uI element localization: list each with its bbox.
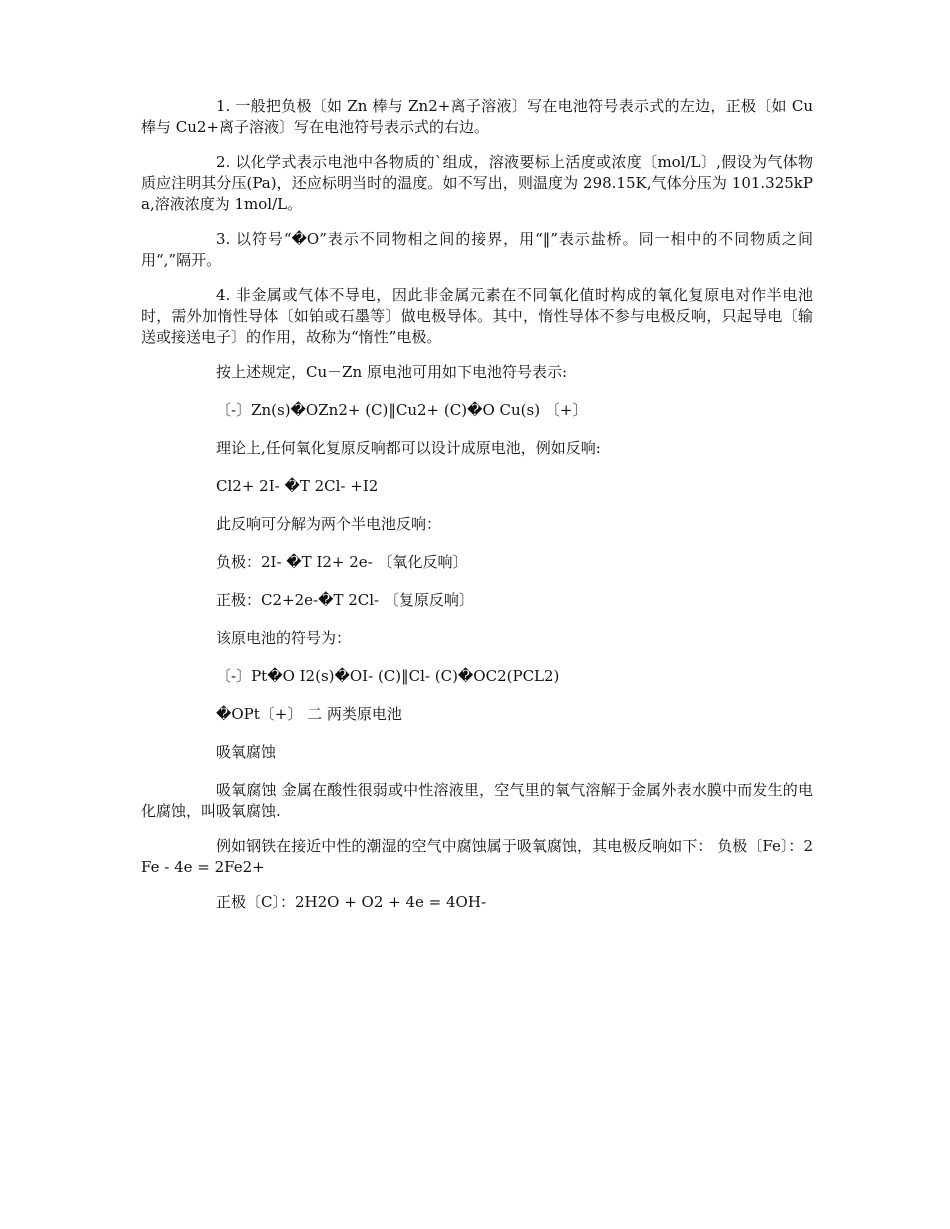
- document-body: [141, 96, 813, 930]
- redox-reaction-equation: Cl2+ 2I- �T 2Cl- +I2: [216, 477, 379, 495]
- positive-electrode-reaction: 正极：C2+2e-�T 2Cl- 〔复原反响〕: [216, 591, 474, 609]
- rule-2-paragraph: 2. 以化学式表示电池中各物质的`组成，溶液要标上活度或浓度〔mol/L〕,假设为气体物质应注明其分压(Pa)，还应标明当时的温度。如不写出，则温度为 298.15K,气体分压为 101.325kPa,溶液浓度为 1mol/L。: [141, 153, 813, 213]
- cu-zn-intro-paragraph: 按上述规定，Cu－Zn 原电池可用如下电池符号表示:: [216, 363, 568, 381]
- oxygen-corrosion-heading: 吸氧腐蚀: [216, 743, 277, 761]
- rule-4-paragraph: 4. 非金属或气体不导电，因此非金属元素在不同氧化值时构成的氧化复原电对作半电池时，需外加惰性导体〔如铂或石墨等〕做电极导体。其中，惰性导体不参与电极反响，只起导电〔输送或接送电子〕的作用，故称为“惰性”电极。: [141, 286, 813, 346]
- steel-corrosion-example: 例如钢铁在接近中性的潮湿的空气中腐蚀属于吸氧腐蚀，其电极反响如下： 负极〔Fe〕：2Fe - 4e = 2Fe2+: [141, 837, 813, 876]
- oxygen-corrosion-definition: 吸氧腐蚀 金属在酸性很弱或中性溶液里，空气里的氧气溶解于金属外表水膜中而发生的电化腐蚀，叫吸氧腐蚀.: [141, 781, 813, 820]
- half-cell-intro-paragraph: 此反响可分解为两个半电池反响：: [216, 515, 442, 533]
- pt-cell-notation-continued: �OPt〔+〕 二 两类原电池: [216, 705, 402, 723]
- cell-symbol-intro: 该原电池的符号为：: [216, 629, 352, 647]
- cu-zn-cell-notation: 〔-〕Zn(s)�OZn2+ (C)‖Cu2+ (C)�O Cu(s) 〔+〕: [216, 401, 588, 419]
- rule-1-paragraph: 1. 一般把负极〔如 Zn 棒与 Zn2+离子溶液〕写在电池符号表示式的左边，正极〔如 Cu 棒与 Cu2+离子溶液〕写在电池符号表示式的右边。: [141, 97, 813, 136]
- cathode-reaction: 正极〔C〕：2H2O + O2 + 4e = 4OH-: [216, 893, 487, 911]
- redox-intro-paragraph: 理论上,任何氧化复原反响都可以设计成原电池，例如反响:: [216, 439, 601, 457]
- rule-3-paragraph: 3. 以符号“�O”表示不同物相之间的接界，用“‖”表示盐桥。同一相中的不同物质之间用“,”隔开。: [141, 230, 813, 269]
- negative-electrode-reaction: 负极：2I- �T I2+ 2e- 〔氧化反响〕: [216, 553, 468, 571]
- pt-cell-notation: 〔-〕Pt�O I2(s)�OI- (C)‖Cl- (C)�OC2(PCL2): [216, 667, 560, 685]
